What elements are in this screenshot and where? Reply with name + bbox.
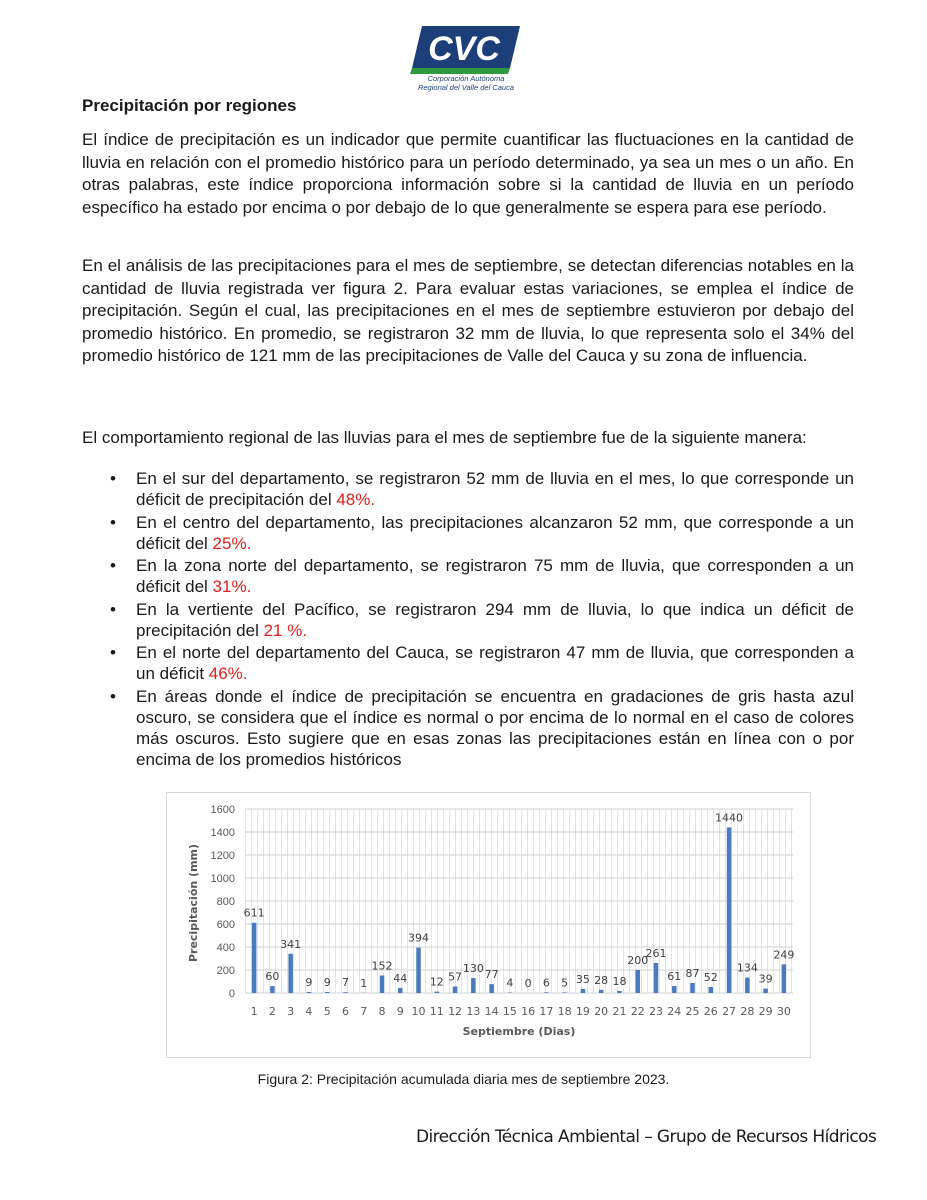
data-label: 1440 [715,811,744,825]
section-title: Precipitación por regiones [82,96,297,115]
bar [562,992,567,993]
data-label: 28 [594,973,609,987]
x-tick-label: 18 [557,1005,572,1018]
x-tick-label: 27 [722,1005,737,1018]
data-label: 77 [484,968,499,982]
x-tick-label: 2 [268,1005,276,1018]
y-tick-label: 1000 [210,873,235,885]
bar [581,989,586,993]
bar [782,964,787,993]
logo-subtitle-line2: Regional del Valle del Cauca [417,83,515,92]
bullet-highlight: 25%. [212,533,252,553]
bullet-item-north [82,555,854,597]
logo-subtitle [408,74,524,92]
x-tick-label: 11 [429,1005,444,1018]
logo-text: CVC [428,30,500,68]
bar [654,963,659,993]
bar [270,986,275,993]
bar [745,978,750,993]
paragraph-regional-behavior: El comportamiento regional de las lluvias para el mes de septiembre fue de la siguiente manera: [82,428,807,447]
bullet-icon: • [110,599,116,619]
data-label: 87 [685,966,700,980]
x-tick-label: 23 [649,1005,663,1018]
x-tick-label: 12 [448,1005,463,1018]
bar [453,986,458,993]
x-tick-label: 6 [341,1005,349,1018]
x-tick-label: 16 [521,1005,536,1018]
bullet-highlight: 21 %. [263,620,308,640]
x-tick-label: 25 [685,1005,700,1018]
bar [416,948,421,993]
bar [544,992,549,993]
bar [690,983,695,993]
y-tick-label: 1400 [210,827,235,839]
bar [617,991,622,993]
bar [435,992,440,993]
bar [635,970,640,993]
paragraph-precipitation-index: El índice de precipitación es un indicador que permite cuantificar las fluctuaciones en la cantidad de lluvia en relación con el promedio histórico para un período determinado, ya sea un mes o un año. En otras palabras, este índice proporciona información sobre si la cantidad de lluvia en un período específico ha estado por encima o por debajo de lo que generalmente se espera para ese período. [82,130,854,217]
data-label: 7 [341,976,349,990]
x-tick-label: 20 [594,1005,609,1018]
data-label: 261 [645,946,667,960]
x-tick-label: 3 [287,1005,295,1018]
data-label: 18 [612,974,627,988]
cvc-logo-mark [408,22,524,74]
bar [325,992,330,993]
x-tick-label: 13 [466,1005,481,1018]
bullet-text: En la vertiente del Pacífico, se registraron 294 mm de lluvia, lo que indica un déficit de precipitación del [136,599,854,640]
bar [727,827,732,993]
y-axis-title: Precipitación (mm) [187,843,200,963]
x-tick-label: 1 [250,1005,258,1018]
data-label: 35 [575,972,590,986]
bullet-item-pacific [82,599,854,641]
bar [343,992,348,993]
paragraph-september-analysis: En el análisis de las precipitaciones para el mes de septiembre, se detectan diferencias notables en la cantidad de lluvia registrada ver figura 2. Para evaluar estas variaciones, se emplea el índice de precipitación. Según el cual, las precipitaciones en el mes de septiembre estuvieron por debajo del promedio histórico. En promedio, se registraron 32 mm de lluvia, lo que representa solo el 34% del promedio histórico de 121 mm de las precipitaciones de Valle del Cauca y su zona de influencia. [82,256,854,365]
bar [599,990,604,993]
x-tick-label: 15 [502,1005,517,1018]
bar [672,986,677,993]
bar [307,992,312,993]
bar [709,987,714,993]
bullet-text: En el sur del departamento, se registraron 52 mm de lluvia en el mes, lo que corresponde un déficit de precipitación del [136,469,854,509]
bullet-icon: • [110,556,116,575]
data-label: 9 [323,975,331,989]
bullet-item-south [82,468,854,510]
data-label: 44 [393,971,408,985]
data-label: 57 [448,970,463,984]
data-label: 0 [524,977,532,990]
data-label: 9 [305,975,313,989]
bar [252,923,257,993]
x-tick-label: 29 [758,1005,773,1018]
bullet-item-gray-areas [82,686,854,770]
data-label: 60 [265,970,280,984]
data-label: 394 [408,931,430,945]
x-tick-label: 8 [378,1005,386,1018]
data-label: 152 [371,959,393,973]
x-tick-label: 4 [305,1005,313,1018]
data-label: 200 [627,954,649,967]
bar [380,976,385,993]
y-tick-label: 800 [216,896,235,908]
bullet-highlight: 46%. [208,664,248,683]
data-label: 12 [429,975,444,989]
x-tick-label: 19 [575,1005,590,1018]
y-tick-label: 400 [216,942,235,954]
x-tick-label: 17 [539,1005,554,1018]
x-tick-label: 7 [360,1005,368,1018]
bullet-item-cauca [82,642,854,684]
bullet-text: En el centro del departamento, las precipitaciones alcanzaron 52 mm, que corresponde a un déficit del [136,512,854,553]
page-footer: Dirección Técnica Ambiental – Grupo de Recursos Hídricos [416,1127,877,1147]
x-tick-label: 28 [740,1005,755,1018]
bar [288,954,293,993]
precipitation-chart [166,792,811,1058]
data-label: 341 [280,937,302,951]
bar [763,989,768,993]
x-axis-title: Septiembre (Dias) [462,1025,576,1038]
figure-caption: Figura 2: Precipitación acumulada diaria mes de septiembre 2023. [257,1071,670,1087]
data-label: 6 [542,976,550,990]
cvc-logo [408,22,524,96]
y-tick-label: 0 [228,988,235,1000]
logo-subtitle-line1: Corporación Autónoma [427,74,505,83]
bullet-text: En áreas donde el índice de precipitación se encuentra en gradaciones de gris hasta azul oscuro, se considera que el índice es normal o por encima de lo normal en el caso de colores más oscuros. Esto sugiere que en esas zonas las precipitaciones están en línea con o por encima de los promedios históricos [136,686,854,769]
bullet-text: En la zona norte del departamento, se registraron 75 mm de lluvia, que corresponden a un déficit del [136,556,854,596]
bullet-icon: • [110,643,116,662]
bullet-icon: • [110,469,116,488]
x-tick-label: 30 [776,1005,791,1018]
bar [471,978,476,993]
x-tick-label: 26 [703,1005,718,1018]
bullet-highlight: 31%. [212,577,252,596]
bullet-highlight: 48%. [336,490,376,509]
x-tick-label: 5 [323,1005,331,1018]
bar [398,988,403,993]
bar [489,984,494,993]
data-label: 61 [667,969,682,983]
y-tick-label: 600 [216,919,235,931]
data-label: 5 [561,976,569,990]
x-tick-label: 10 [411,1005,426,1018]
data-label: 39 [758,972,773,986]
data-label: 130 [462,962,484,976]
x-tick-label: 22 [630,1005,645,1018]
data-label: 611 [243,906,265,920]
x-tick-label: 9 [396,1005,404,1018]
regional-bullet-list [82,468,854,771]
bullet-text: En el norte del departamento del Cauca, se registraron 47 mm de lluvia, que corresponden a un déficit [136,643,854,683]
data-label: 134 [736,961,758,975]
data-label: 1 [360,976,368,990]
y-tick-label: 200 [216,965,235,977]
bullet-icon: • [110,512,116,532]
bullet-icon: • [110,686,116,706]
data-label: 249 [773,948,795,962]
bullet-item-center [82,512,854,554]
x-tick-label: 14 [484,1005,499,1018]
precipitation-chart-svg [167,793,810,1057]
y-tick-label: 1600 [210,804,235,816]
x-tick-label: 21 [612,1005,627,1018]
data-label: 52 [703,971,718,985]
y-tick-label: 1200 [210,850,235,862]
data-label: 4 [506,976,514,990]
x-tick-label: 24 [667,1005,682,1018]
